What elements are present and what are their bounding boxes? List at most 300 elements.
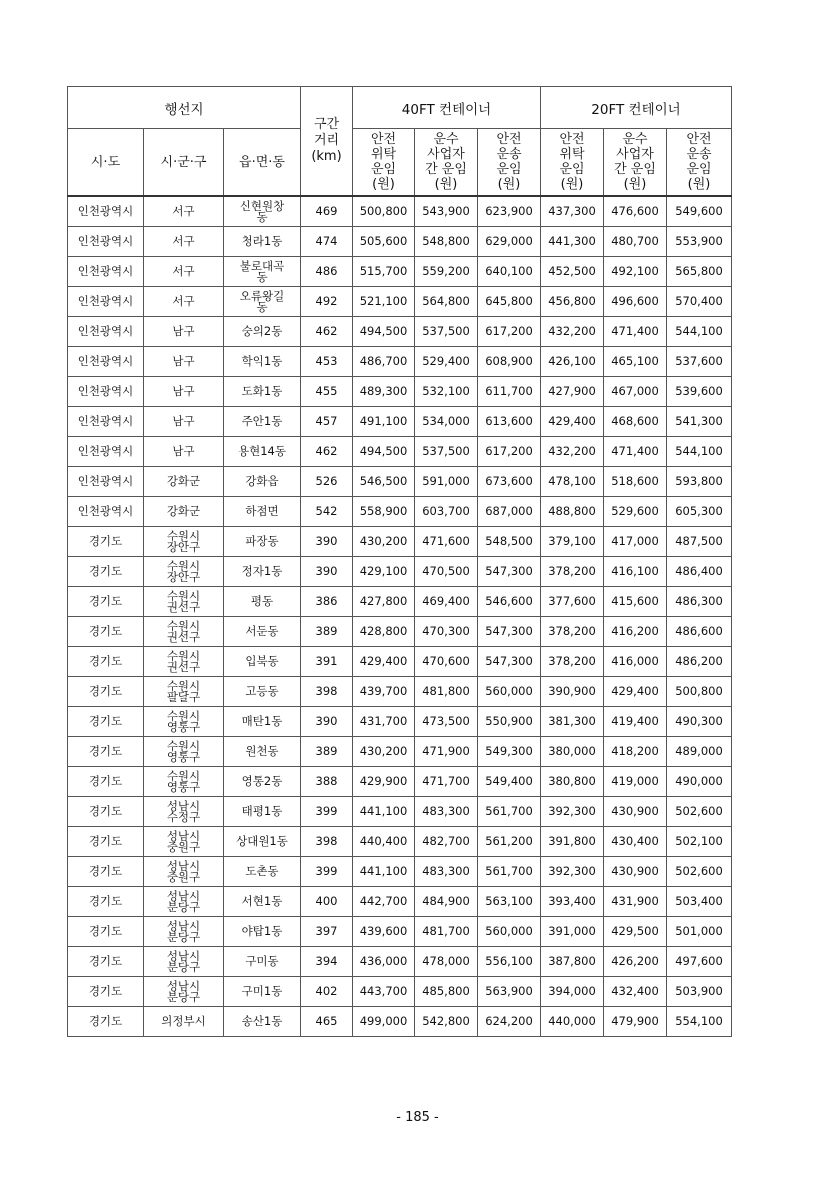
cell-eupmyeondong: 정자1동 (224, 557, 301, 587)
cell-distance-km: 398 (301, 827, 353, 857)
cell-40ft-safety-consignment-rate: 505,600 (353, 227, 415, 257)
cell-sido: 인천광역시 (68, 317, 144, 347)
cell-distance-km: 390 (301, 707, 353, 737)
cell-distance-km: 399 (301, 857, 353, 887)
cell-sigungu: 서구 (144, 227, 224, 257)
cell-40ft-safety-transport-rate: 687,000 (478, 497, 541, 527)
cell-20ft-inter-carrier-rate: 479,900 (604, 1007, 667, 1037)
cell-40ft-inter-carrier-rate: 481,800 (415, 677, 478, 707)
cell-40ft-inter-carrier-rate: 543,900 (415, 196, 478, 227)
cell-40ft-safety-consignment-rate: 441,100 (353, 857, 415, 887)
cell-eupmyeondong: 영통2동 (224, 767, 301, 797)
cell-20ft-safety-consignment-rate: 478,100 (541, 467, 604, 497)
cell-distance-km: 465 (301, 1007, 353, 1037)
table-row (68, 527, 732, 557)
cell-sigungu: 성남시 분당구 (144, 977, 224, 1007)
cell-40ft-safety-transport-rate: 673,600 (478, 467, 541, 497)
cell-20ft-inter-carrier-rate: 471,400 (604, 437, 667, 467)
cell-eupmyeondong: 고등동 (224, 677, 301, 707)
cell-20ft-safety-transport-rate: 497,600 (667, 947, 732, 977)
cell-40ft-safety-consignment-rate: 427,800 (353, 587, 415, 617)
cell-eupmyeondong: 도촌동 (224, 857, 301, 887)
cell-eupmyeondong: 매탄1동 (224, 707, 301, 737)
cell-40ft-safety-transport-rate: 549,400 (478, 767, 541, 797)
cell-40ft-safety-transport-rate: 561,700 (478, 797, 541, 827)
cell-20ft-safety-consignment-rate: 456,800 (541, 287, 604, 317)
cell-sigungu: 성남시 중원구 (144, 827, 224, 857)
cell-40ft-safety-transport-rate: 556,100 (478, 947, 541, 977)
cell-20ft-safety-consignment-rate: 390,900 (541, 677, 604, 707)
cell-sigungu: 서구 (144, 196, 224, 227)
cell-sido: 경기도 (68, 947, 144, 977)
cell-eupmyeondong: 학익1동 (224, 347, 301, 377)
cell-eupmyeondong: 불로대곡 동 (224, 257, 301, 287)
cell-distance-km: 397 (301, 917, 353, 947)
table-row (68, 797, 732, 827)
cell-eupmyeondong: 서현1동 (224, 887, 301, 917)
header-sido: 시·도 (68, 129, 144, 197)
cell-eupmyeondong: 하점면 (224, 497, 301, 527)
cell-40ft-safety-consignment-rate: 491,100 (353, 407, 415, 437)
cell-20ft-safety-transport-rate: 503,400 (667, 887, 732, 917)
cell-40ft-safety-consignment-rate: 439,700 (353, 677, 415, 707)
cell-sido: 경기도 (68, 797, 144, 827)
cell-40ft-safety-transport-rate: 623,900 (478, 196, 541, 227)
cell-20ft-inter-carrier-rate: 476,600 (604, 196, 667, 227)
cell-sido: 인천광역시 (68, 196, 144, 227)
cell-40ft-inter-carrier-rate: 548,800 (415, 227, 478, 257)
cell-40ft-inter-carrier-rate: 470,300 (415, 617, 478, 647)
cell-20ft-inter-carrier-rate: 415,600 (604, 587, 667, 617)
cell-20ft-safety-consignment-rate: 426,100 (541, 347, 604, 377)
cell-40ft-safety-transport-rate: 546,600 (478, 587, 541, 617)
cell-sido: 경기도 (68, 557, 144, 587)
cell-40ft-safety-consignment-rate: 515,700 (353, 257, 415, 287)
cell-40ft-safety-transport-rate: 547,300 (478, 647, 541, 677)
cell-20ft-safety-consignment-rate: 392,300 (541, 857, 604, 887)
cell-40ft-safety-consignment-rate: 431,700 (353, 707, 415, 737)
cell-40ft-safety-transport-rate: 645,800 (478, 287, 541, 317)
cell-sido: 경기도 (68, 857, 144, 887)
table-row (68, 497, 732, 527)
cell-eupmyeondong: 용현14동 (224, 437, 301, 467)
cell-40ft-inter-carrier-rate: 534,000 (415, 407, 478, 437)
cell-sigungu: 성남시 수정구 (144, 797, 224, 827)
cell-20ft-inter-carrier-rate: 419,000 (604, 767, 667, 797)
cell-40ft-safety-transport-rate: 549,300 (478, 737, 541, 767)
cell-20ft-safety-consignment-rate: 432,200 (541, 437, 604, 467)
cell-eupmyeondong: 오류왕길 동 (224, 287, 301, 317)
cell-sido: 경기도 (68, 737, 144, 767)
cell-20ft-safety-transport-rate: 544,100 (667, 317, 732, 347)
cell-sido: 경기도 (68, 887, 144, 917)
cell-distance-km: 386 (301, 587, 353, 617)
cell-40ft-safety-consignment-rate: 429,100 (353, 557, 415, 587)
cell-sido: 인천광역시 (68, 227, 144, 257)
cell-sido: 경기도 (68, 827, 144, 857)
cell-distance-km: 457 (301, 407, 353, 437)
cell-20ft-safety-consignment-rate: 393,400 (541, 887, 604, 917)
cell-40ft-inter-carrier-rate: 564,800 (415, 287, 478, 317)
cell-20ft-safety-consignment-rate: 427,900 (541, 377, 604, 407)
cell-sigungu: 수원시 영통구 (144, 767, 224, 797)
cell-distance-km: 526 (301, 467, 353, 497)
cell-20ft-safety-consignment-rate: 488,800 (541, 497, 604, 527)
cell-sigungu: 강화군 (144, 497, 224, 527)
cell-sigungu: 의정부시 (144, 1007, 224, 1037)
cell-sigungu: 남구 (144, 317, 224, 347)
cell-40ft-inter-carrier-rate: 482,700 (415, 827, 478, 857)
table-row (68, 827, 732, 857)
cell-20ft-safety-transport-rate: 544,100 (667, 437, 732, 467)
cell-sigungu: 서구 (144, 257, 224, 287)
cell-40ft-inter-carrier-rate: 537,500 (415, 437, 478, 467)
cell-20ft-safety-transport-rate: 489,000 (667, 737, 732, 767)
table-row (68, 767, 732, 797)
cell-40ft-inter-carrier-rate: 542,800 (415, 1007, 478, 1037)
cell-40ft-inter-carrier-rate: 559,200 (415, 257, 478, 287)
cell-40ft-inter-carrier-rate: 471,900 (415, 737, 478, 767)
cell-40ft-safety-consignment-rate: 441,100 (353, 797, 415, 827)
cell-20ft-inter-carrier-rate: 430,900 (604, 797, 667, 827)
cell-40ft-safety-transport-rate: 608,900 (478, 347, 541, 377)
cell-20ft-safety-consignment-rate: 378,200 (541, 647, 604, 677)
cell-sigungu: 수원시 권선구 (144, 587, 224, 617)
cell-40ft-safety-consignment-rate: 558,900 (353, 497, 415, 527)
cell-20ft-inter-carrier-rate: 529,600 (604, 497, 667, 527)
cell-20ft-safety-transport-rate: 490,300 (667, 707, 732, 737)
cell-40ft-safety-transport-rate: 617,200 (478, 437, 541, 467)
cell-sido: 경기도 (68, 617, 144, 647)
cell-sigungu: 수원시 영통구 (144, 737, 224, 767)
cell-20ft-safety-consignment-rate: 452,500 (541, 257, 604, 287)
cell-20ft-inter-carrier-rate: 492,100 (604, 257, 667, 287)
table-row (68, 947, 732, 977)
cell-distance-km: 402 (301, 977, 353, 1007)
cell-sido: 경기도 (68, 647, 144, 677)
cell-sido: 경기도 (68, 977, 144, 1007)
cell-40ft-safety-consignment-rate: 500,800 (353, 196, 415, 227)
cell-20ft-safety-transport-rate: 539,600 (667, 377, 732, 407)
cell-20ft-safety-transport-rate: 593,800 (667, 467, 732, 497)
cell-40ft-safety-transport-rate: 624,200 (478, 1007, 541, 1037)
cell-20ft-safety-consignment-rate: 391,000 (541, 917, 604, 947)
cell-eupmyeondong: 송산1동 (224, 1007, 301, 1037)
cell-sigungu: 수원시 권선구 (144, 617, 224, 647)
header-40ft-safety-transport-rate: 안전 운송 운임 (원) (478, 129, 541, 197)
cell-40ft-inter-carrier-rate: 485,800 (415, 977, 478, 1007)
cell-distance-km: 390 (301, 557, 353, 587)
table-row (68, 407, 732, 437)
cell-sigungu: 수원시 장안구 (144, 527, 224, 557)
cell-20ft-safety-consignment-rate: 379,100 (541, 527, 604, 557)
cell-sigungu: 성남시 중원구 (144, 857, 224, 887)
cell-40ft-safety-consignment-rate: 430,200 (353, 737, 415, 767)
cell-20ft-inter-carrier-rate: 432,400 (604, 977, 667, 1007)
table-row (68, 887, 732, 917)
cell-distance-km: 389 (301, 737, 353, 767)
cell-distance-km: 394 (301, 947, 353, 977)
cell-20ft-safety-transport-rate: 502,600 (667, 797, 732, 827)
cell-eupmyeondong: 주안1동 (224, 407, 301, 437)
cell-20ft-inter-carrier-rate: 471,400 (604, 317, 667, 347)
table-row (68, 647, 732, 677)
cell-40ft-inter-carrier-rate: 484,900 (415, 887, 478, 917)
cell-sido: 경기도 (68, 917, 144, 947)
cell-40ft-inter-carrier-rate: 483,300 (415, 857, 478, 887)
cell-40ft-inter-carrier-rate: 603,700 (415, 497, 478, 527)
cell-sigungu: 남구 (144, 407, 224, 437)
table-row (68, 677, 732, 707)
cell-20ft-safety-consignment-rate: 380,800 (541, 767, 604, 797)
cell-20ft-safety-transport-rate: 565,800 (667, 257, 732, 287)
cell-40ft-safety-transport-rate: 613,600 (478, 407, 541, 437)
table-body (68, 196, 732, 1037)
cell-eupmyeondong: 강화읍 (224, 467, 301, 497)
cell-40ft-safety-transport-rate: 560,000 (478, 677, 541, 707)
freight-rate-table (67, 86, 732, 1037)
cell-20ft-safety-consignment-rate: 381,300 (541, 707, 604, 737)
cell-sigungu: 수원시 권선구 (144, 647, 224, 677)
cell-40ft-safety-consignment-rate: 489,300 (353, 377, 415, 407)
cell-20ft-inter-carrier-rate: 431,900 (604, 887, 667, 917)
cell-sido: 인천광역시 (68, 347, 144, 377)
cell-40ft-inter-carrier-rate: 481,700 (415, 917, 478, 947)
cell-40ft-safety-consignment-rate: 499,000 (353, 1007, 415, 1037)
cell-40ft-safety-transport-rate: 550,900 (478, 707, 541, 737)
cell-40ft-safety-transport-rate: 617,200 (478, 317, 541, 347)
cell-40ft-safety-consignment-rate: 436,000 (353, 947, 415, 977)
cell-40ft-inter-carrier-rate: 470,600 (415, 647, 478, 677)
cell-eupmyeondong: 숭의2동 (224, 317, 301, 347)
cell-distance-km: 391 (301, 647, 353, 677)
cell-20ft-inter-carrier-rate: 416,000 (604, 647, 667, 677)
table-row (68, 437, 732, 467)
cell-20ft-safety-transport-rate: 549,600 (667, 196, 732, 227)
cell-20ft-safety-consignment-rate: 437,300 (541, 196, 604, 227)
cell-20ft-safety-consignment-rate: 391,800 (541, 827, 604, 857)
cell-20ft-safety-transport-rate: 500,800 (667, 677, 732, 707)
cell-20ft-safety-transport-rate: 487,500 (667, 527, 732, 557)
cell-sido: 인천광역시 (68, 257, 144, 287)
table-row (68, 377, 732, 407)
cell-40ft-safety-consignment-rate: 443,700 (353, 977, 415, 1007)
cell-20ft-inter-carrier-rate: 419,400 (604, 707, 667, 737)
table-row (68, 1007, 732, 1037)
cell-sigungu: 수원시 영통구 (144, 707, 224, 737)
cell-40ft-safety-transport-rate: 560,000 (478, 917, 541, 947)
cell-40ft-safety-consignment-rate: 494,500 (353, 317, 415, 347)
cell-40ft-safety-consignment-rate: 442,700 (353, 887, 415, 917)
cell-sido: 인천광역시 (68, 287, 144, 317)
cell-20ft-safety-consignment-rate: 440,000 (541, 1007, 604, 1037)
cell-eupmyeondong: 청라1동 (224, 227, 301, 257)
cell-20ft-safety-transport-rate: 486,200 (667, 647, 732, 677)
cell-distance-km: 469 (301, 196, 353, 227)
table-row (68, 917, 732, 947)
cell-distance-km: 455 (301, 377, 353, 407)
cell-sigungu: 남구 (144, 347, 224, 377)
cell-20ft-safety-consignment-rate: 432,200 (541, 317, 604, 347)
table-row (68, 737, 732, 767)
cell-20ft-safety-consignment-rate: 394,000 (541, 977, 604, 1007)
header-40ft-container: 40FT 컨테이너 (353, 87, 541, 129)
cell-20ft-inter-carrier-rate: 467,000 (604, 377, 667, 407)
cell-eupmyeondong: 태평1동 (224, 797, 301, 827)
cell-sigungu: 남구 (144, 377, 224, 407)
header-20ft-inter-carrier-rate: 운수 사업자 간 운임 (원) (604, 129, 667, 197)
cell-40ft-inter-carrier-rate: 529,400 (415, 347, 478, 377)
cell-eupmyeondong: 야탑1동 (224, 917, 301, 947)
cell-20ft-inter-carrier-rate: 468,600 (604, 407, 667, 437)
cell-40ft-inter-carrier-rate: 483,300 (415, 797, 478, 827)
cell-sigungu: 성남시 분당구 (144, 887, 224, 917)
header-20ft-container: 20FT 컨테이너 (541, 87, 732, 129)
cell-20ft-safety-consignment-rate: 392,300 (541, 797, 604, 827)
table-row (68, 227, 732, 257)
cell-eupmyeondong: 도화1동 (224, 377, 301, 407)
cell-20ft-safety-consignment-rate: 429,400 (541, 407, 604, 437)
cell-20ft-inter-carrier-rate: 480,700 (604, 227, 667, 257)
cell-eupmyeondong: 서둔동 (224, 617, 301, 647)
cell-40ft-safety-consignment-rate: 494,500 (353, 437, 415, 467)
cell-20ft-safety-transport-rate: 554,100 (667, 1007, 732, 1037)
cell-20ft-safety-transport-rate: 501,000 (667, 917, 732, 947)
cell-distance-km: 389 (301, 617, 353, 647)
cell-sido: 경기도 (68, 527, 144, 557)
cell-40ft-safety-consignment-rate: 521,100 (353, 287, 415, 317)
cell-sigungu: 수원시 장안구 (144, 557, 224, 587)
cell-40ft-safety-consignment-rate: 439,600 (353, 917, 415, 947)
cell-eupmyeondong: 입북동 (224, 647, 301, 677)
page-number: - 185 - (396, 1110, 439, 1125)
cell-distance-km: 474 (301, 227, 353, 257)
table-row (68, 467, 732, 497)
cell-40ft-safety-transport-rate: 563,900 (478, 977, 541, 1007)
cell-40ft-inter-carrier-rate: 469,400 (415, 587, 478, 617)
header-eupmyeondong: 읍·면·동 (224, 129, 301, 197)
cell-20ft-safety-consignment-rate: 378,200 (541, 557, 604, 587)
cell-sido: 인천광역시 (68, 467, 144, 497)
cell-20ft-safety-transport-rate: 486,300 (667, 587, 732, 617)
cell-eupmyeondong: 신현원창 동 (224, 196, 301, 227)
cell-distance-km: 398 (301, 677, 353, 707)
cell-20ft-safety-transport-rate: 503,900 (667, 977, 732, 1007)
cell-20ft-safety-transport-rate: 537,600 (667, 347, 732, 377)
cell-40ft-safety-consignment-rate: 440,400 (353, 827, 415, 857)
cell-20ft-inter-carrier-rate: 430,900 (604, 857, 667, 887)
header-route: 행선지 (68, 87, 301, 129)
cell-eupmyeondong: 구미1동 (224, 977, 301, 1007)
cell-20ft-inter-carrier-rate: 429,500 (604, 917, 667, 947)
cell-40ft-inter-carrier-rate: 473,500 (415, 707, 478, 737)
cell-40ft-inter-carrier-rate: 478,000 (415, 947, 478, 977)
cell-sido: 인천광역시 (68, 377, 144, 407)
header-40ft-safety-consignment-rate: 안전 위탁 운임 (원) (353, 129, 415, 197)
header-sigungu: 시·군·구 (144, 129, 224, 197)
cell-eupmyeondong: 원천동 (224, 737, 301, 767)
table-row (68, 587, 732, 617)
cell-20ft-safety-consignment-rate: 380,000 (541, 737, 604, 767)
cell-40ft-safety-consignment-rate: 486,700 (353, 347, 415, 377)
cell-20ft-safety-consignment-rate: 378,200 (541, 617, 604, 647)
cell-sido: 경기도 (68, 677, 144, 707)
cell-sigungu: 성남시 분당구 (144, 947, 224, 977)
cell-40ft-safety-consignment-rate: 430,200 (353, 527, 415, 557)
cell-sido: 경기도 (68, 767, 144, 797)
cell-sido: 경기도 (68, 1007, 144, 1037)
table-row (68, 977, 732, 1007)
cell-20ft-inter-carrier-rate: 465,100 (604, 347, 667, 377)
header-20ft-safety-transport-rate: 안전 운송 운임 (원) (667, 129, 732, 197)
cell-distance-km: 400 (301, 887, 353, 917)
cell-40ft-safety-transport-rate: 561,200 (478, 827, 541, 857)
cell-20ft-safety-transport-rate: 486,400 (667, 557, 732, 587)
table-row (68, 857, 732, 887)
cell-20ft-inter-carrier-rate: 430,400 (604, 827, 667, 857)
cell-20ft-safety-transport-rate: 570,400 (667, 287, 732, 317)
table-row (68, 347, 732, 377)
table-row (68, 287, 732, 317)
cell-sido: 경기도 (68, 707, 144, 737)
cell-sigungu: 남구 (144, 437, 224, 467)
cell-20ft-safety-transport-rate: 605,300 (667, 497, 732, 527)
table-row (68, 317, 732, 347)
cell-sido: 인천광역시 (68, 497, 144, 527)
cell-40ft-safety-transport-rate: 548,500 (478, 527, 541, 557)
table-row (68, 707, 732, 737)
cell-20ft-inter-carrier-rate: 426,200 (604, 947, 667, 977)
table-row (68, 617, 732, 647)
cell-40ft-safety-transport-rate: 563,100 (478, 887, 541, 917)
cell-40ft-inter-carrier-rate: 532,100 (415, 377, 478, 407)
cell-40ft-safety-transport-rate: 640,100 (478, 257, 541, 287)
cell-40ft-safety-transport-rate: 611,700 (478, 377, 541, 407)
cell-20ft-inter-carrier-rate: 416,200 (604, 617, 667, 647)
table-row (68, 557, 732, 587)
cell-sigungu: 성남시 분당구 (144, 917, 224, 947)
cell-20ft-inter-carrier-rate: 418,200 (604, 737, 667, 767)
cell-40ft-safety-consignment-rate: 429,400 (353, 647, 415, 677)
cell-eupmyeondong: 파장동 (224, 527, 301, 557)
cell-20ft-safety-transport-rate: 486,600 (667, 617, 732, 647)
table-row (68, 196, 732, 227)
cell-sido: 인천광역시 (68, 407, 144, 437)
cell-distance-km: 388 (301, 767, 353, 797)
cell-40ft-inter-carrier-rate: 471,700 (415, 767, 478, 797)
cell-distance-km: 462 (301, 437, 353, 467)
cell-20ft-safety-transport-rate: 541,300 (667, 407, 732, 437)
cell-eupmyeondong: 구미동 (224, 947, 301, 977)
cell-20ft-safety-consignment-rate: 441,300 (541, 227, 604, 257)
cell-20ft-inter-carrier-rate: 417,000 (604, 527, 667, 557)
cell-20ft-inter-carrier-rate: 429,400 (604, 677, 667, 707)
cell-distance-km: 486 (301, 257, 353, 287)
cell-sigungu: 수원시 팔달구 (144, 677, 224, 707)
cell-20ft-safety-transport-rate: 553,900 (667, 227, 732, 257)
cell-sido: 경기도 (68, 587, 144, 617)
header-20ft-safety-consignment-rate: 안전 위탁 운임 (원) (541, 129, 604, 197)
cell-40ft-safety-consignment-rate: 546,500 (353, 467, 415, 497)
cell-40ft-safety-transport-rate: 561,700 (478, 857, 541, 887)
cell-20ft-safety-transport-rate: 490,000 (667, 767, 732, 797)
cell-20ft-safety-consignment-rate: 377,600 (541, 587, 604, 617)
cell-40ft-safety-consignment-rate: 428,800 (353, 617, 415, 647)
cell-distance-km: 492 (301, 287, 353, 317)
cell-20ft-inter-carrier-rate: 518,600 (604, 467, 667, 497)
cell-40ft-inter-carrier-rate: 471,600 (415, 527, 478, 557)
cell-40ft-inter-carrier-rate: 591,000 (415, 467, 478, 497)
